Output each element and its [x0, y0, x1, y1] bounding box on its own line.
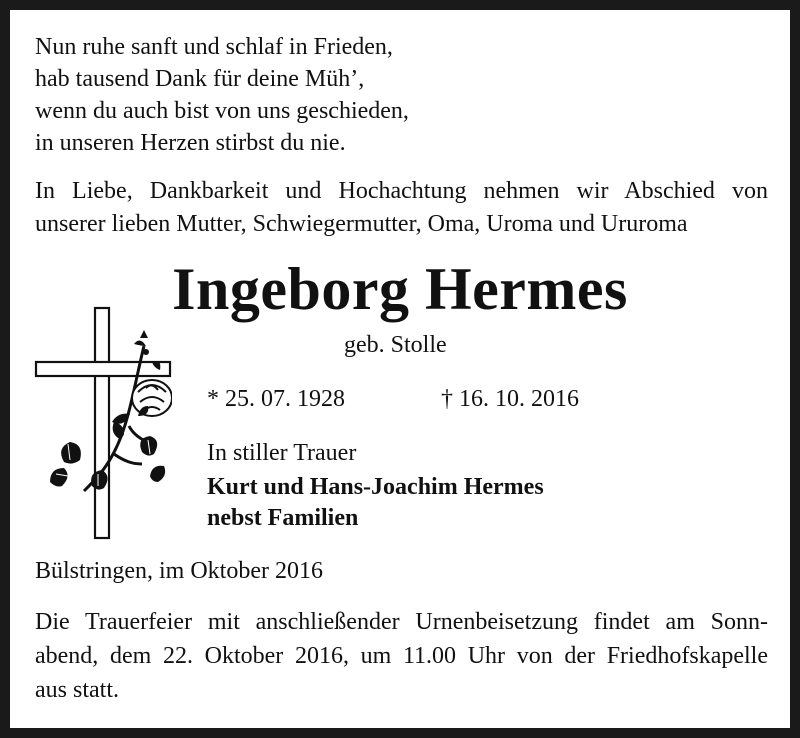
deceased-name: Ingeborg Hermes: [172, 256, 628, 322]
poem-line: wenn du auch bist von uns geschieden,: [35, 98, 409, 124]
place-date: Bülstringen, im Oktober 2016: [35, 558, 323, 584]
funeral-line: abend, dem 22. Oktober 2016, um 11.00 Uhr von der Friedhofskapelle: [35, 643, 768, 669]
cross-with-rose-icon: [34, 306, 172, 540]
poem-line: hab tausend Dank für deine Müh’,: [35, 66, 365, 92]
poem-verse: [35, 32, 409, 160]
poem-line: in unseren Herzen stirbst du nie.: [35, 130, 346, 156]
poem-line: Nun ruhe sanft und schlaf in Frieden,: [35, 34, 393, 60]
birth-date: * 25. 07. 1928: [207, 386, 345, 412]
intro-line: unserer lieben Mutter, Schwiegermutter, Oma, Uroma und Ururoma: [35, 211, 688, 237]
death-date: † 16. 10. 2016: [441, 386, 579, 412]
funeral-notice: [35, 607, 768, 709]
intro-line: In Liebe, Dankbarkeit und Hochachtung nehmen wir Abschied von: [35, 178, 768, 204]
obituary-card: [10, 10, 790, 728]
funeral-line: aus statt.: [35, 677, 119, 703]
mourning-phrase: In stiller Trauer: [207, 440, 357, 466]
birth-name: geb. Stolle: [344, 332, 447, 358]
funeral-line: Die Trauerfeier mit anschließender Urnenbeisetzung findet am Sonn-: [35, 609, 768, 635]
mourners-families: nebst Familien: [207, 505, 359, 531]
intro-text: [35, 176, 768, 242]
mourners-names: Kurt und Hans-Joachim Hermes: [207, 474, 544, 500]
